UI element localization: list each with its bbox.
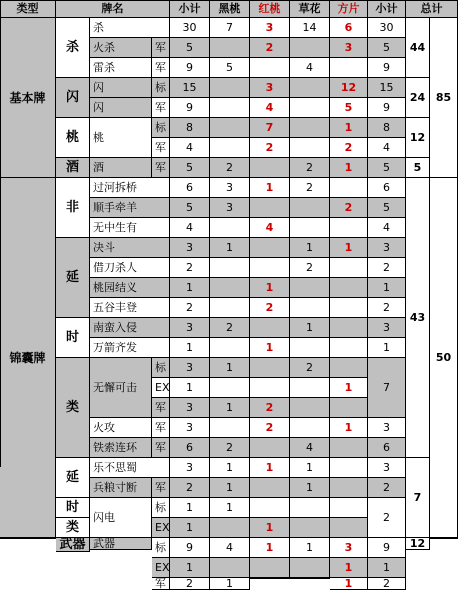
cell-club — [290, 558, 330, 578]
cell-subtotal2: 3 — [368, 458, 406, 478]
cell-spade — [210, 218, 250, 238]
sub-category-yan1: 延 — [56, 238, 90, 318]
cell-subtotal2: 8 — [368, 118, 406, 138]
cell-subtotal: 3 — [170, 418, 210, 438]
cell-subtotal2: 3 — [368, 318, 406, 338]
cell-spade: 1 — [210, 498, 250, 518]
sub-category-shi1: 时 — [56, 318, 90, 358]
cell-spade: 1 — [210, 458, 250, 478]
card-name: 杀 — [90, 18, 170, 38]
cell-subtotal: 3 — [170, 358, 210, 378]
cell-subtotal: 3 — [170, 458, 210, 478]
cell-heart — [250, 358, 290, 378]
cell-diamond — [330, 218, 368, 238]
cell-subtotal: 2 — [170, 478, 210, 498]
cell-heart: 7 — [250, 118, 290, 138]
card-name: 五谷丰登 — [90, 298, 170, 318]
cell-spade — [210, 98, 250, 118]
cell-heart: 1 — [250, 338, 290, 358]
total-delay: 7 — [406, 458, 430, 538]
cell-subtotal2: 5 — [368, 38, 406, 58]
cell-spade — [210, 278, 250, 298]
sub-category-yan2: 延 — [56, 458, 90, 498]
cell-diamond: 5 — [330, 98, 368, 118]
cell-diamond — [330, 478, 368, 498]
cell-heart: 2 — [250, 418, 290, 438]
cell-spade: 1 — [210, 358, 250, 378]
cell-subtotal: 30 — [170, 18, 210, 38]
cell-subtotal2: 3 — [368, 418, 406, 438]
cell-diamond — [330, 58, 368, 78]
sub-category-lei2: 类 — [56, 518, 90, 538]
cell-diamond: 1 — [330, 118, 368, 138]
total-equip: 12 — [406, 538, 430, 550]
cell-subtotal2: 1 — [368, 558, 406, 578]
card-name: 酒 — [90, 158, 152, 178]
card-name: 南蛮入侵 — [90, 318, 170, 338]
card-tag: 标 — [152, 358, 170, 378]
cell-subtotal: 5 — [170, 38, 210, 58]
cell-diamond: 6 — [330, 18, 368, 38]
card-name: 闪电 — [90, 498, 152, 538]
header-diamond: 方片 — [330, 0, 368, 18]
card-name: 桃园结义 — [90, 278, 170, 298]
cell-club: 1 — [290, 238, 330, 258]
cell-diamond: 1 — [330, 238, 368, 258]
card-name: 无懈可击 — [90, 358, 152, 418]
cell-subtotal: 5 — [170, 198, 210, 218]
cell-club — [290, 78, 330, 98]
total-equip-blank — [430, 538, 458, 539]
cell-diamond — [330, 338, 368, 358]
cell-heart: 2 — [250, 138, 290, 158]
cell-subtotal2: 5 — [368, 158, 406, 178]
card-tag: 军 — [152, 438, 170, 458]
cell-subtotal: 6 — [170, 438, 210, 458]
cell-club — [290, 378, 330, 398]
cell-heart — [250, 558, 290, 578]
card-tag: 军 — [152, 38, 170, 58]
cell-heart — [250, 318, 290, 338]
cell-spade — [210, 118, 250, 138]
cell-subtotal2: 6 — [368, 178, 406, 198]
card-name: 桃 — [90, 118, 152, 158]
cell-subtotal: 3 — [170, 318, 210, 338]
cell-club — [290, 278, 330, 298]
sub-category-shi2: 时 — [56, 498, 90, 518]
cell-club: 2 — [290, 178, 330, 198]
card-tag: 军 — [152, 158, 170, 178]
cell-diamond — [330, 398, 368, 418]
cell-spade: 2 — [210, 318, 250, 338]
sub-category-tao: 桃 — [56, 118, 90, 158]
cell-spade: 1 — [210, 398, 250, 418]
cell-heart — [250, 498, 290, 518]
card-name: 乐不思蜀 — [90, 458, 170, 478]
cell-club — [290, 498, 330, 518]
cell-diamond: 12 — [330, 78, 368, 98]
total-sha: 44 — [406, 18, 430, 78]
cell-spade — [210, 78, 250, 98]
card-tag: 军 — [152, 478, 170, 498]
cell-subtotal2: 2 — [368, 298, 406, 318]
cell-heart: 3 — [250, 78, 290, 98]
cell-subtotal2: 9 — [368, 58, 406, 78]
cell-subtotal2: 2 — [368, 498, 406, 538]
cell-spade — [210, 378, 250, 398]
card-name: 过河拆桥 — [90, 178, 170, 198]
cell-diamond — [330, 438, 368, 458]
cell-diamond: 2 — [330, 138, 368, 158]
card-tag: EX — [152, 518, 170, 538]
cell-club — [290, 118, 330, 138]
cell-heart — [250, 378, 290, 398]
header-subtotal2: 小计 — [368, 0, 406, 18]
cell-spade: 2 — [210, 438, 250, 458]
card-tag: 标 — [152, 118, 170, 138]
cell-subtotal2: 2 — [368, 478, 406, 498]
card-tag: 标 — [152, 538, 170, 558]
cell-spade: 2 — [210, 158, 250, 178]
card-name: 借刀杀人 — [90, 258, 170, 278]
cell-heart: 2 — [250, 398, 290, 418]
card-tag: 标 — [152, 78, 170, 98]
card-tag: 军 — [152, 58, 170, 78]
cell-club: 2 — [290, 258, 330, 278]
card-name: 闪 — [90, 98, 152, 118]
cell-spade: 3 — [210, 198, 250, 218]
cell-subtotal2: 6 — [368, 438, 406, 458]
cell-subtotal: 9 — [170, 98, 210, 118]
cell-subtotal: 9 — [170, 58, 210, 78]
cell-diamond: 1 — [330, 158, 368, 178]
cell-spade: 1 — [210, 578, 250, 590]
cell-diamond: 1 — [330, 418, 368, 438]
cell-heart: 2 — [250, 38, 290, 58]
cell-heart: 1 — [250, 518, 290, 538]
cell-spade — [210, 258, 250, 278]
cell-heart: 1 — [250, 178, 290, 198]
cell-subtotal: 2 — [170, 578, 210, 590]
cell-club: 4 — [290, 438, 330, 458]
cell-club: 2 — [290, 158, 330, 178]
cell-subtotal: 4 — [170, 218, 210, 238]
cell-spade: 4 — [210, 538, 250, 558]
cell-subtotal2: 15 — [368, 78, 406, 98]
cell-subtotal: 4 — [170, 138, 210, 158]
cell-heart: 4 — [250, 218, 290, 238]
card-name: 火杀 — [90, 38, 152, 58]
cell-spade — [210, 418, 250, 438]
cell-subtotal: 2 — [170, 258, 210, 278]
card-name: 顺手牵羊 — [90, 198, 170, 218]
header-club: 草花 — [290, 0, 330, 18]
cell-heart — [250, 438, 290, 458]
cell-heart — [250, 478, 290, 498]
cell-heart: 2 — [250, 298, 290, 318]
card-tag: 军 — [152, 578, 170, 590]
card-name: 铁索连环 — [90, 438, 152, 458]
cell-club — [290, 298, 330, 318]
cell-heart: 1 — [250, 538, 290, 558]
cell-club: 1 — [290, 538, 330, 558]
header-subtotal: 小计 — [170, 0, 210, 18]
cell-diamond — [330, 518, 368, 538]
cell-subtotal2: 2 — [368, 578, 406, 590]
cell-spade — [210, 338, 250, 358]
cell-heart: 4 — [250, 98, 290, 118]
cell-spade — [210, 558, 250, 578]
cell-diamond: 1 — [330, 378, 368, 398]
cell-subtotal: 1 — [170, 378, 210, 398]
cell-subtotal: 2 — [170, 298, 210, 318]
cell-subtotal: 1 — [170, 558, 210, 578]
sub-category-wuqi: 武器 — [56, 538, 90, 552]
cell-club — [290, 138, 330, 158]
cell-subtotal: 6 — [170, 178, 210, 198]
cell-subtotal: 9 — [170, 538, 210, 558]
cell-club — [290, 218, 330, 238]
cell-club: 4 — [290, 58, 330, 78]
cell-heart — [250, 198, 290, 218]
cell-diamond — [330, 178, 368, 198]
cell-subtotal2: 9 — [368, 538, 406, 558]
card-tag: 军 — [152, 398, 170, 418]
total-trick: 50 — [430, 178, 458, 538]
card-name: 火攻 — [90, 418, 152, 438]
cell-spade — [210, 298, 250, 318]
cell-club — [290, 198, 330, 218]
header-card-name: 牌名 — [56, 0, 170, 18]
cell-diamond: 2 — [330, 198, 368, 218]
cell-club: 1 — [290, 458, 330, 478]
header-total: 总计 — [406, 0, 458, 18]
group-equip — [0, 538, 56, 539]
cell-club: 1 — [290, 318, 330, 338]
cell-spade — [210, 518, 250, 538]
cell-diamond — [330, 458, 368, 478]
card-name: 决斗 — [90, 238, 170, 258]
cell-subtotal: 3 — [170, 238, 210, 258]
group-basic: 基本牌 — [0, 18, 56, 178]
cell-subtotal2: 30 — [368, 18, 406, 38]
card-tag: 军 — [152, 418, 170, 438]
cell-subtotal: 3 — [170, 398, 210, 418]
total-shan: 24 — [406, 78, 430, 118]
total-tao: 12 — [406, 118, 430, 158]
card-name: 武器 — [90, 538, 152, 550]
sub-category-fei: 非 — [56, 178, 90, 238]
cell-heart: 3 — [250, 18, 290, 38]
cell-diamond — [330, 498, 368, 518]
cell-club — [290, 518, 330, 538]
cell-subtotal: 15 — [170, 78, 210, 98]
cell-heart — [250, 238, 290, 258]
cell-subtotal2: 4 — [368, 138, 406, 158]
cell-subtotal: 8 — [170, 118, 210, 138]
cell-club — [290, 98, 330, 118]
cell-subtotal: 1 — [170, 278, 210, 298]
header-type: 类型 — [0, 0, 56, 18]
cell-heart: 1 — [250, 278, 290, 298]
card-tag: 标 — [152, 498, 170, 518]
header-spade: 黑桃 — [210, 0, 250, 18]
header-heart: 红桃 — [250, 0, 290, 18]
cell-diamond — [330, 318, 368, 338]
cell-spade: 1 — [210, 478, 250, 498]
cell-heart — [250, 578, 290, 579]
cell-subtotal2: 3 — [368, 238, 406, 258]
cell-club: 1 — [290, 478, 330, 498]
cell-subtotal2: 4 — [368, 218, 406, 238]
sub-category-sha: 杀 — [56, 18, 90, 78]
cell-spade: 3 — [210, 178, 250, 198]
cell-subtotal: 1 — [170, 498, 210, 518]
cell-diamond: 1 — [330, 578, 368, 590]
total-jiu: 5 — [406, 158, 430, 178]
group-trick: 锦囊牌 — [0, 178, 56, 538]
card-name: 兵粮寸断 — [90, 478, 152, 498]
cell-diamond — [330, 298, 368, 318]
cell-club — [290, 38, 330, 58]
card-tag: EX — [152, 558, 170, 578]
cell-heart: 1 — [250, 458, 290, 478]
cell-subtotal2: 1 — [368, 338, 406, 358]
card-tag: 军 — [152, 138, 170, 158]
total-trick-main: 43 — [406, 178, 430, 458]
cell-heart — [250, 258, 290, 278]
cell-subtotal2: 1 — [368, 278, 406, 298]
cell-diamond — [330, 278, 368, 298]
cell-subtotal: 1 — [170, 338, 210, 358]
cell-subtotal: 1 — [170, 518, 210, 538]
cell-club — [290, 578, 330, 579]
sub-category-lei: 类 — [56, 358, 90, 458]
card-name: 万箭齐发 — [90, 338, 170, 358]
card-tag: EX — [152, 378, 170, 398]
cell-club — [290, 398, 330, 418]
cell-club: 14 — [290, 18, 330, 38]
sub-category-jiu: 酒 — [56, 158, 90, 178]
cell-diamond — [330, 358, 368, 378]
cell-spade: 7 — [210, 18, 250, 38]
card-name: 闪 — [90, 78, 152, 98]
sub-category-shan: 闪 — [56, 78, 90, 118]
cell-diamond: 1 — [330, 558, 368, 578]
card-name: 无中生有 — [90, 218, 170, 238]
cell-subtotal2: 9 — [368, 98, 406, 118]
cell-heart — [250, 58, 290, 78]
cell-diamond: 3 — [330, 538, 368, 558]
cell-diamond: 3 — [330, 38, 368, 58]
cell-diamond — [330, 258, 368, 278]
cell-subtotal: 5 — [170, 158, 210, 178]
cell-spade — [210, 38, 250, 58]
cell-club: 2 — [290, 358, 330, 378]
cell-spade — [210, 138, 250, 158]
cell-heart — [250, 158, 290, 178]
cell-spade: 5 — [210, 58, 250, 78]
cell-subtotal2: 7 — [368, 358, 406, 418]
card-name: 雷杀 — [90, 58, 152, 78]
cell-subtotal2: 2 — [368, 258, 406, 278]
cell-spade: 1 — [210, 238, 250, 258]
cell-club — [290, 338, 330, 358]
card-tag: 军 — [152, 98, 170, 118]
cell-club — [290, 418, 330, 438]
total-basic: 85 — [430, 18, 458, 178]
cell-subtotal2: 5 — [368, 198, 406, 218]
